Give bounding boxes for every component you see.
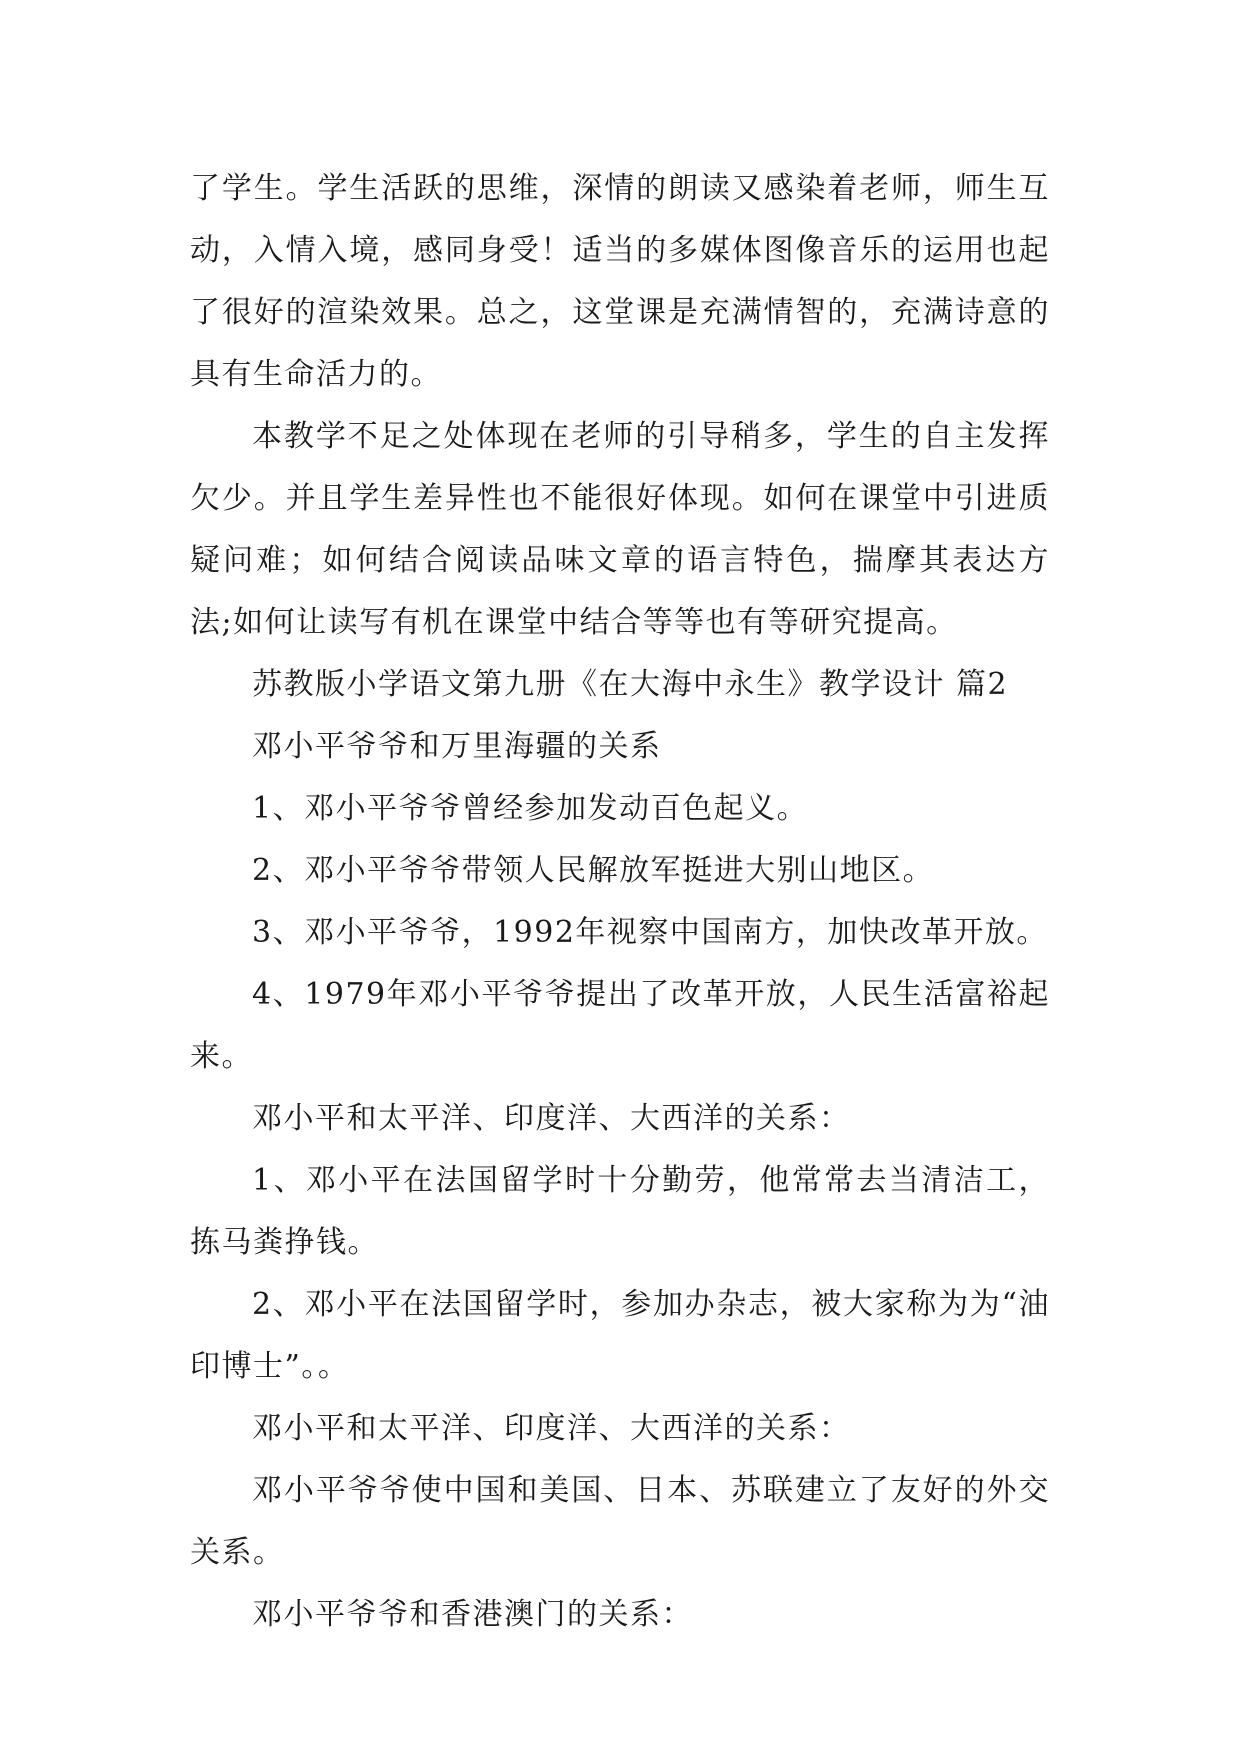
paragraph: 邓小平爷爷和万里海疆的关系 (252, 729, 662, 764)
list-item: 1、邓小平在法国留学时十分勤劳，他常常去当清洁工，拣马粪挣钱。 (190, 1163, 1050, 1260)
document-body (190, 158, 1050, 1646)
paragraph: 邓小平和太平洋、印度洋、大西洋的关系： (252, 1411, 851, 1446)
list-item: 2、邓小平在法国留学时，参加办杂志，被大家称为为“油印博士”。。 (190, 1287, 1050, 1384)
list-item: 4、1979年邓小平爷爷提出了改革开放，人民生活富裕起来。 (190, 977, 1050, 1074)
list-item: 3、邓小平爷爷，1992年视察中国南方，加快改革开放。 (252, 915, 1048, 950)
paragraph: 本教学不足之处体现在老师的引导稍多，学生的自主发挥欠少。并且学生差异性也不能很好体现。如何在课堂中引进质疑问难；如何结合阅读品味文章的语言特色，揣摩其表达方法;如何让读写有机在课堂中结合等等也有等研究提高。 (190, 419, 1050, 640)
paragraph: 了学生。学生活跃的思维，深情的朗读又感染着老师，师生互动，入情入境，感同身受！适当的多媒体图像音乐的运用也起了很好的渲染效果。总之，这堂课是充满情智的，充满诗意的具有生命活力的。 (190, 171, 1050, 392)
list-item: 1、邓小平爷爷曾经参加发动百色起义。 (252, 791, 809, 826)
paragraph: 邓小平爷爷使中国和美国、日本、苏联建立了友好的外交关系。 (190, 1473, 1050, 1570)
paragraph: 邓小平爷爷和香港澳门的关系： (252, 1597, 693, 1632)
section-heading: 苏教版小学语文第九册《在大海中永生》教学设计 篇2 (252, 667, 1009, 702)
paragraph: 邓小平和太平洋、印度洋、大西洋的关系： (252, 1101, 851, 1136)
list-item: 2、邓小平爷爷带领人民解放军挺进大别山地区。 (252, 853, 935, 888)
